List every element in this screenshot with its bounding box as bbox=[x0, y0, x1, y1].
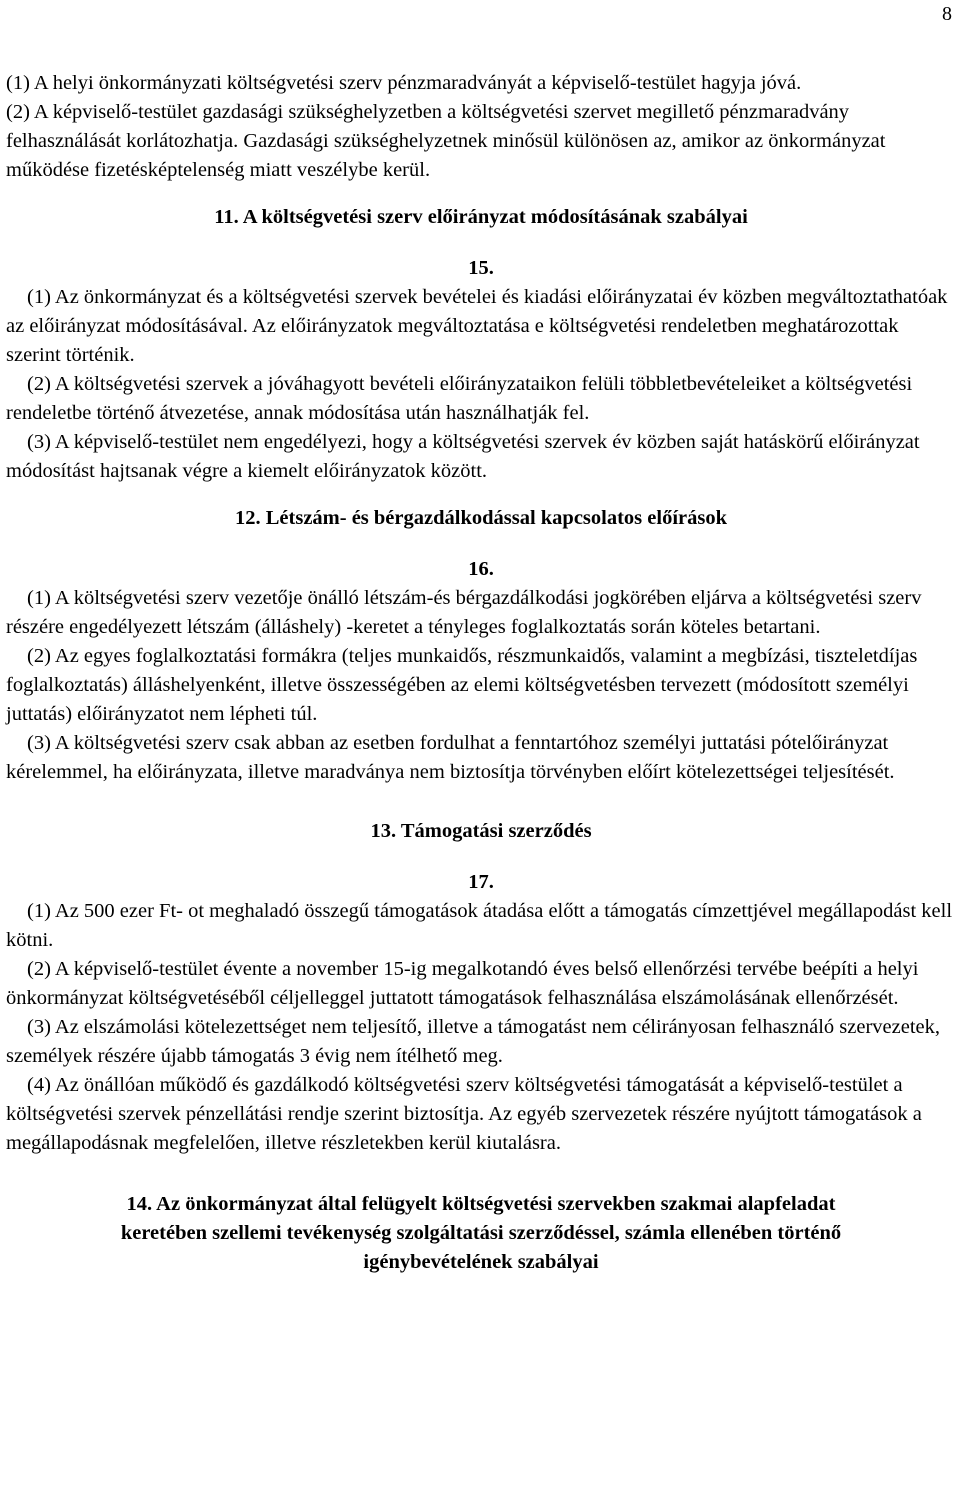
paragraph: (4) Az önállóan működő és gazdálkodó költségvetési szerv költségvetési támogatását a képviselő-testület a költségvetési szervek pénzellátási rendje szerint biztosítja. Az egyéb szervezetek részére nyújtott támogatások a megállapodásnak megfelelően, illetve részletekben kerül kiutalásra. bbox=[6, 1074, 922, 1154]
paragraph: (1) Az önkormányzat és a költségvetési szervek bevételei és kiadási előirányzatai év közben megváltoztathatóak az előirányzat módosításával. Az előirányzatok megváltoztatása e költségvetési rendeletben meghatározottak szerint történik. bbox=[6, 286, 948, 366]
paragraph: (1) A költségvetési szerv vezetője önálló létszám-és bérgazdálkodási jogkörében eljárva a költségvetési szerv részére engedélyezett létszám (álláshely) -keretet a tényleges foglalkoztatás során köteles betartani. bbox=[6, 587, 922, 638]
section-title-14 bbox=[6, 1190, 956, 1277]
section-title-line: keretében szellemi tevékenység szolgáltatási szerződéssel, számla ellenében történő bbox=[120, 1222, 842, 1244]
paragraph: (3) Az elszámolási kötelezettséget nem teljesítő, illetve a támogatást nem célirányosan felhasználó szervezetek, személyek részére újabb támogatás 3 évig nem ítélhető meg. bbox=[6, 1016, 941, 1067]
section-title-11: 11. A költségvetési szerv előirányzat módosításának szabályai bbox=[214, 206, 748, 228]
paragraph: (3) A költségvetési szerv csak abban az esetben fordulhat a fenntartóhoz személyi juttatási pótelőirányzat kérelemmel, ha előirányzata, illetve maradványa nem biztosítja törvényben előírt kötelezettségei teljesítését. bbox=[6, 732, 895, 783]
paragraph: (2) A képviselő-testület évente a november 15-ig megalkotandó éves belső ellenőrzési tervébe beépíti a helyi önkormányzat költségvetéséből céljelleggel juttatott támogatások felhasználása elszámolásának ellenőrzését. bbox=[6, 958, 919, 1009]
paragraph: (1) Az 500 ezer Ft- ot meghaladó összegű támogatások átadása előtt a támogatás címzettjével megállapodást kell kötni. bbox=[6, 900, 953, 951]
paragraph: (3) A képviselő-testület nem engedélyezi, hogy a költségvetési szervek év közben saját hatáskörű előirányzat módosítást hajtsanak végre a kiemelt előirányzatok között. bbox=[6, 431, 920, 482]
section-title-12: 12. Létszám- és bérgazdálkodással kapcsolatos előírások bbox=[235, 507, 727, 529]
paragraph: (2) Az egyes foglalkoztatási formákra (teljes munkaidős, részmunkaidős, valamint a megbízási, tiszteletdíjas foglalkoztatás) álláshelyenként, illetve összességében az elemi költségvetésben tervezett (módosított személyi juttatás) előirányzatot nem lépheti túl. bbox=[6, 645, 918, 725]
paragraph: (2) A költségvetési szervek a jóváhagyott bevételi előirányzataikon felüli többletbevételeiket a költségvetési rendeletbe történő átvezetése, annak módosítása után használhatják fel. bbox=[6, 373, 913, 424]
section-title-line: igénybevételének szabályai bbox=[363, 1251, 599, 1273]
page-number: 8 bbox=[942, 3, 952, 25]
section-title-line: 14. Az önkormányzat által felügyelt költségvetési szervekben szakmai alapfeladat bbox=[126, 1193, 836, 1215]
document-body bbox=[6, 69, 956, 1277]
paragraph-number-15: 15. bbox=[468, 257, 494, 279]
paragraph: (2) A képviselő-testület gazdasági szükséghelyzetben a költségvetési szervet megillető pénzmaradvány felhasználását korlátozhatja. Gazdasági szükséghelyzetnek minősül különösen az, amikor az önkormányzat működése fizetésképtelenség miatt veszélybe kerül. bbox=[6, 101, 886, 181]
section-title-13: 13. Támogatási szerződés bbox=[370, 820, 592, 842]
paragraph-number-17: 17. bbox=[468, 871, 494, 893]
paragraph-number-16: 16. bbox=[468, 558, 494, 580]
paragraph: (1) A helyi önkormányzati költségvetési szerv pénzmaradványát a képviselő-testület hagyja jóvá. bbox=[6, 72, 802, 94]
